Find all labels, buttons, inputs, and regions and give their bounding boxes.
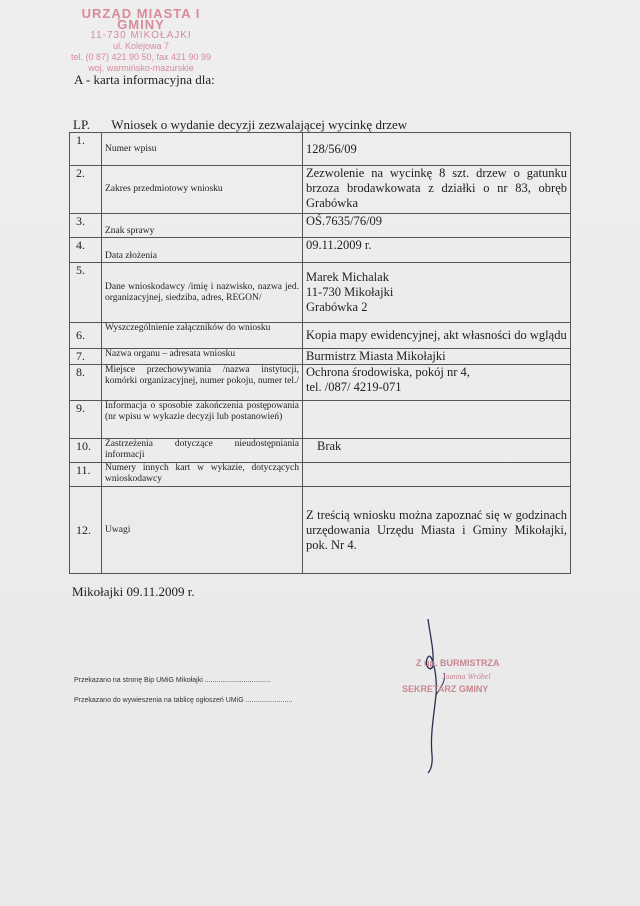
row-number: 9. bbox=[70, 401, 102, 439]
place-date: Mikołajki 09.11.2009 r. bbox=[72, 584, 195, 599]
table-row bbox=[70, 401, 571, 439]
storage-line: tel. /087/ 4219-071 bbox=[306, 380, 402, 394]
row-label: Dane wnioskodawcy /imię i nazwisko, nazwa jed. organizacyjnej, siedziba, adres, REGON/ bbox=[102, 263, 303, 323]
bip-note: Przekazano na stronę Bip UMiG Mikołajki .................................. bbox=[74, 677, 271, 684]
row-number: 6. bbox=[70, 323, 102, 349]
stamp-line: URZĄD MIASTA I GMINY bbox=[81, 6, 201, 32]
row-label: Numer wpisu bbox=[102, 133, 303, 166]
stamp-line: tel. (0 87) 421 90 50, fax 421 90 99 bbox=[70, 52, 212, 62]
card-heading: A - karta informacyjna dla: bbox=[74, 72, 215, 87]
signature-stamp-line: Z up. BURMISTRZA bbox=[416, 658, 500, 668]
row-number: 11. bbox=[70, 463, 102, 487]
row-label: Nazwa organu – adresata wniosku bbox=[102, 349, 303, 365]
row-value: Zezwolenie na wycinkę 8 szt. drzew o gatunku brzoza brodawkowata z działki o nr 83, obręb Grabówka bbox=[303, 166, 571, 214]
stamp-line: ul. Kolejowa 7 bbox=[112, 41, 170, 51]
signature-stamp-name: Joanna Wróbel bbox=[442, 672, 491, 681]
applicant-line: 11-730 Mikołajki bbox=[306, 285, 394, 299]
stamp-line: woj. warmińsko-mazurskie bbox=[88, 63, 194, 73]
applicant-line: Marek Michalak bbox=[306, 270, 389, 284]
signature-stamp-line: SEKRETARZ GMINY bbox=[402, 684, 489, 694]
row-value bbox=[303, 463, 571, 487]
row-number: 7. bbox=[70, 349, 102, 365]
row-label: Numery innych kart w wykazie, dotyczących wnioskodawcy bbox=[102, 463, 303, 487]
table-row bbox=[70, 263, 571, 323]
row-value bbox=[303, 401, 571, 439]
row-value: OŚ.7635/76/09 bbox=[303, 214, 571, 238]
storage-line: Ochrona środowiska, pokój nr 4, bbox=[306, 365, 470, 379]
table-row bbox=[70, 439, 571, 463]
table-row bbox=[70, 365, 571, 401]
row-value: Burmistrz Miasta Mikołajki bbox=[303, 349, 571, 365]
row-number: 10. bbox=[70, 439, 102, 463]
row-number: 12. bbox=[70, 487, 102, 574]
row-label: Znak sprawy bbox=[102, 214, 303, 238]
table-row bbox=[70, 133, 571, 166]
row-number: 8. bbox=[70, 365, 102, 401]
row-label: Zakres przedmiotowy wniosku bbox=[102, 166, 303, 214]
board-note: Przekazano do wywieszenia na tablicę ogłoszeń UMiG ........................ bbox=[74, 697, 293, 704]
table-row bbox=[70, 238, 571, 263]
info-table bbox=[69, 132, 571, 574]
row-value bbox=[303, 365, 571, 401]
row-value: Kopia mapy ewidencyjnej, akt własności do wglądu bbox=[303, 323, 571, 349]
row-label: Informacja o sposobie zakończenia postępowania (nr wpisu w wykazie decyzji lub postanowień) bbox=[102, 401, 303, 439]
row-number: 2. bbox=[70, 166, 102, 214]
row-value: Brak bbox=[303, 439, 571, 463]
row-value bbox=[303, 263, 571, 323]
table-row bbox=[70, 349, 571, 365]
row-label: Data złożenia bbox=[102, 238, 303, 263]
row-label: Miejsce przechowywania /nazwa instytucji, komórki organizacyjnej, numer pokoju, numer tel./ bbox=[102, 365, 303, 401]
table-title: Wniosek o wydanie decyzji zezwalającej wycinkę drzew bbox=[111, 117, 408, 132]
row-value: 128/56/09 bbox=[303, 133, 571, 166]
table-row bbox=[70, 487, 571, 574]
row-label: Zastrzeżenia dotyczące nieudostępniania informacji bbox=[102, 439, 303, 463]
row-label: Wyszczególnienie załączników do wniosku bbox=[102, 323, 303, 349]
table-row bbox=[70, 463, 571, 487]
office-stamp bbox=[56, 8, 226, 74]
row-number: 4. bbox=[70, 238, 102, 263]
signature-stamp bbox=[402, 655, 542, 698]
row-label: Uwagi bbox=[102, 487, 303, 574]
table-caption bbox=[73, 117, 407, 133]
row-number: 3. bbox=[70, 214, 102, 238]
row-number: 5. bbox=[70, 263, 102, 323]
lp-label: LP. bbox=[73, 117, 90, 132]
row-value: Z treścią wniosku można zapoznać się w godzinach urzędowania Urzędu Miasta i Gminy Mikołajki, pok. Nr 4. bbox=[303, 487, 571, 574]
row-number: 1. bbox=[70, 133, 102, 166]
table-row bbox=[70, 214, 571, 238]
table-row bbox=[70, 166, 571, 214]
applicant-line: Grabówka 2 bbox=[306, 300, 368, 314]
row-value: 09.11.2009 r. bbox=[303, 238, 571, 263]
stamp-line: 11-730 MIKOŁAJKI bbox=[90, 30, 192, 41]
table-row bbox=[70, 323, 571, 349]
